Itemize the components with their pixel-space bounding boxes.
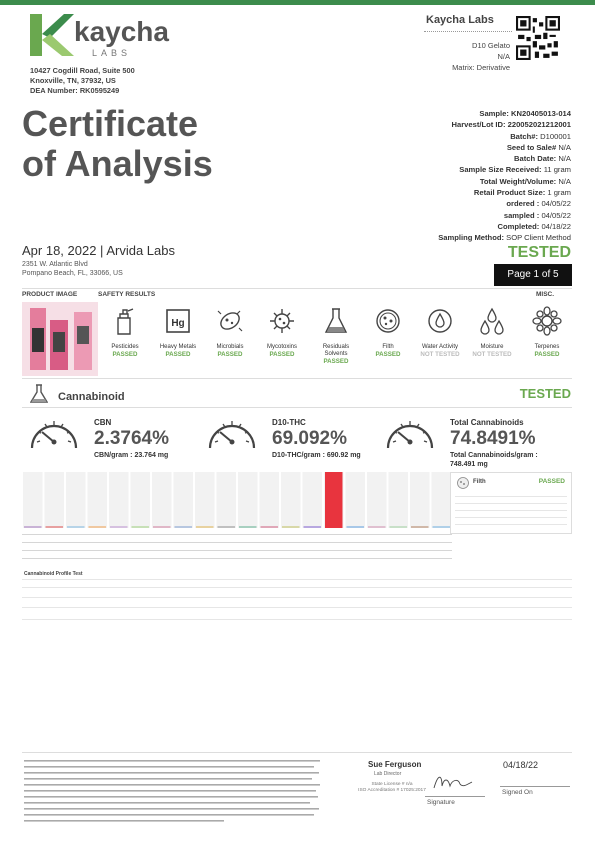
bar-highlight	[325, 472, 343, 528]
info-value: 1 gram	[547, 188, 571, 198]
safety-label: Filth	[382, 344, 394, 350]
info-label: Sample:	[479, 109, 509, 118]
info-value: 220052021212001	[507, 120, 571, 130]
safety-item-pesticides	[95, 306, 155, 358]
bar-column	[131, 472, 151, 528]
bar-column	[23, 472, 43, 528]
info-label: Seed to Sale#	[506, 142, 557, 152]
terpene-flower-icon	[532, 306, 562, 336]
flask-icon	[30, 384, 48, 404]
info-row	[438, 119, 571, 130]
bar-column	[238, 472, 258, 528]
signature-label: Signature	[427, 799, 455, 806]
water-gauge-icon	[425, 306, 455, 336]
product-image-heading: PRODUCT IMAGE	[22, 291, 78, 298]
bar-baseline	[24, 526, 42, 528]
metric-label: CBN	[94, 418, 112, 427]
qr-code-icon	[516, 16, 560, 60]
bar-column	[174, 472, 194, 528]
cannabinoid-tested-status: TESTED	[519, 386, 571, 401]
cannabinoid-profile-details	[22, 577, 572, 627]
safety-label: Microbials	[216, 344, 244, 350]
safety-status: PASSED	[165, 351, 191, 358]
info-label: ordered :	[506, 199, 540, 209]
info-label: Batch#:	[510, 131, 539, 141]
product-details	[452, 40, 510, 73]
bar-baseline	[132, 526, 150, 528]
signed-on-label: Signed On	[502, 789, 533, 796]
bar-column	[66, 472, 86, 528]
info-label: Batch Date:	[514, 154, 557, 164]
petri-dish-icon	[457, 477, 469, 489]
product-image	[22, 302, 98, 376]
safety-item-terpenes	[517, 306, 577, 358]
gauge-icon	[28, 414, 80, 454]
bar-column	[152, 472, 172, 528]
safety-label: Moisture	[480, 344, 504, 350]
info-value: 11 gram	[543, 165, 571, 175]
metric-label: Total Cannabinoids	[450, 418, 524, 427]
metric-sub-2: 748.491 mg	[450, 461, 488, 468]
page-title	[22, 104, 213, 184]
cannabinoid-divider	[22, 378, 572, 379]
bar-baseline	[282, 526, 300, 528]
safety-label: Pesticides	[111, 344, 139, 350]
info-label: Harvest/Lot ID:	[451, 120, 506, 130]
info-label: Sample Size Received:	[459, 165, 542, 175]
bar-column	[367, 472, 387, 528]
bar-column	[45, 472, 65, 528]
info-row	[438, 232, 571, 243]
product-na: N/A	[497, 52, 510, 61]
svg-text:Hg: Hg	[171, 318, 185, 329]
license-number: State License # n/a	[371, 782, 413, 787]
filth-title: Filth	[473, 479, 486, 485]
signature-image	[430, 768, 476, 794]
product-matrix: Matrix: Derivative	[452, 63, 510, 72]
bar-column	[195, 472, 215, 528]
bar-column	[432, 472, 452, 528]
signer-role: Lab Director	[374, 771, 402, 777]
safety-status: NOT TESTED	[472, 351, 512, 358]
safety-status: PASSED	[112, 351, 138, 358]
bar-baseline	[261, 526, 279, 528]
filth-status: PASSED	[538, 478, 565, 485]
bar-baseline	[196, 526, 214, 528]
bar-column	[217, 472, 237, 528]
info-value: 04/05/22	[541, 210, 571, 220]
address-line-2: Knoxville, TN, 37932, US	[30, 76, 116, 85]
droplets-icon	[477, 306, 507, 336]
safety-item-microbials	[200, 306, 260, 358]
info-row	[438, 176, 571, 187]
info-label: Sampling Method:	[438, 233, 504, 243]
bar-baseline	[218, 526, 236, 528]
safety-label: Residuals Solvents	[322, 344, 350, 357]
bar-column	[281, 472, 301, 528]
safety-status: PASSED	[323, 358, 349, 365]
section-divider	[22, 288, 572, 289]
title-line-1: Certificate	[22, 103, 199, 144]
virus-icon	[267, 306, 297, 336]
safety-status: PASSED	[375, 351, 401, 358]
cannabinoid-bar-strip	[22, 472, 452, 530]
bar-baseline	[368, 526, 386, 528]
metric-label: D10-THC	[272, 418, 306, 427]
info-row	[438, 153, 571, 164]
info-label: Retail Product Size:	[473, 188, 546, 198]
info-row	[438, 108, 571, 119]
info-value: KN20405013-014	[511, 109, 571, 118]
brand-subtitle: LABS	[92, 48, 132, 58]
safety-status: NOT TESTED	[420, 351, 460, 358]
client-date-line: Apr 18, 2022 | Arvida Labs	[22, 243, 175, 258]
info-value: D100001	[540, 131, 571, 141]
cannabinoid-under-divider	[22, 407, 572, 408]
signer-license	[352, 782, 432, 794]
safety-item-residuals-solvents	[306, 306, 366, 365]
metric-sub: D10-THC/gram : 690.92 mg	[272, 452, 361, 459]
info-row	[438, 221, 571, 232]
bar-baseline	[411, 526, 429, 528]
bar-column	[410, 472, 430, 528]
bar-baseline	[89, 526, 107, 528]
safety-item-water-activity	[410, 306, 470, 358]
info-row	[438, 198, 571, 209]
petri-dish-icon	[373, 306, 403, 336]
gauge-icon	[384, 414, 436, 454]
title-line-2: of Analysis	[22, 143, 213, 184]
bar-baseline	[433, 526, 451, 528]
info-value: N/A	[558, 154, 571, 164]
info-label: Total Weight/Volume:	[479, 176, 557, 186]
bar-baseline	[153, 526, 171, 528]
bar-column	[260, 472, 280, 528]
info-row	[438, 142, 571, 153]
spray-bottle-icon	[110, 306, 140, 336]
disclaimer-text-block	[24, 758, 324, 828]
cannabinoid-table	[22, 532, 452, 560]
bar-column	[303, 472, 323, 528]
metric-value: 74.8491%	[450, 428, 536, 449]
gauge-icon	[206, 414, 258, 454]
footer-divider	[22, 752, 572, 753]
info-value: N/A	[558, 142, 571, 152]
safety-status: PASSED	[269, 351, 295, 358]
bar-column	[88, 472, 108, 528]
safety-item-mycotoxins	[252, 306, 312, 358]
bar-baseline	[390, 526, 408, 528]
product-name: D10 Gelato	[472, 41, 510, 50]
bar-baseline	[347, 526, 365, 528]
client-address-line-1: 2351 W. Atlantic Blvd	[22, 261, 88, 268]
safety-item-moisture	[462, 306, 522, 358]
top-accent-bar	[0, 0, 595, 5]
info-row	[438, 187, 571, 198]
info-row	[438, 131, 571, 142]
metric-value: 69.092%	[272, 428, 348, 449]
page-indicator: Page 1 of 5	[494, 264, 572, 286]
bar-baseline	[239, 526, 257, 528]
bar-column	[389, 472, 409, 528]
info-label: sampled :	[503, 210, 540, 220]
microbe-icon	[215, 306, 245, 336]
safety-label: Water Activity	[421, 344, 459, 350]
bar-baseline	[304, 526, 322, 528]
signed-date: 04/18/22	[503, 760, 539, 770]
info-value: N/A	[558, 176, 571, 186]
bar-baseline	[46, 526, 64, 528]
safety-status: PASSED	[217, 351, 243, 358]
info-label: Completed:	[497, 221, 540, 231]
metric-value: 2.3764%	[94, 428, 170, 449]
info-row	[438, 210, 571, 221]
flask-icon	[321, 306, 351, 336]
misc-heading: MISC.	[536, 291, 555, 298]
filth-panel	[450, 472, 572, 534]
safety-item-heavy-metals	[148, 306, 208, 358]
lab-name-divider	[424, 31, 512, 32]
bar-column	[109, 472, 129, 528]
client-address	[22, 260, 123, 278]
metric-sub: Total Cannabinoids/gram :	[450, 452, 538, 459]
info-value: 04/18/22	[541, 221, 571, 231]
signature-line	[425, 796, 485, 797]
bar-baseline	[67, 526, 85, 528]
safety-item-filth	[358, 306, 418, 358]
safety-results-heading: SAFETY RESULTS	[98, 291, 156, 298]
dea-number: DEA Number: RK0595249	[30, 86, 120, 95]
metric-sub: CBN/gram : 23.764 mg	[94, 452, 169, 459]
lab-name: Kaycha Labs	[426, 14, 494, 26]
bar-baseline	[175, 526, 193, 528]
safety-label: Mycotoxins	[266, 344, 297, 350]
hg-element-icon	[163, 306, 193, 336]
sample-info-list	[438, 108, 571, 244]
tested-status: TESTED	[507, 244, 571, 261]
safety-label: Heavy Metals	[159, 344, 197, 350]
cannabinoid-heading: Cannabinoid	[58, 391, 125, 403]
bar-column	[346, 472, 366, 528]
signer-name: Sue Ferguson	[368, 760, 422, 769]
client-address-line-2: Pompano Beach, FL, 33066, US	[22, 270, 123, 277]
signed-on-line	[500, 786, 570, 787]
bar-baseline	[110, 526, 128, 528]
address-line-1: 10427 Cogdill Road, Suite 500	[30, 66, 135, 75]
iso-accreditation: ISO Accreditation # 17025:2017	[358, 788, 426, 793]
lab-address	[30, 66, 135, 96]
safety-label: Terpenes	[534, 344, 560, 350]
safety-status: PASSED	[534, 351, 560, 358]
info-value: 04/05/22	[541, 199, 571, 209]
info-row	[438, 164, 571, 175]
profile-title: Cannabinoid Profile Test	[24, 571, 83, 577]
brand-name: kaycha	[74, 16, 169, 47]
info-value: SOP Client Method	[506, 233, 571, 243]
filth-table	[455, 491, 567, 531]
